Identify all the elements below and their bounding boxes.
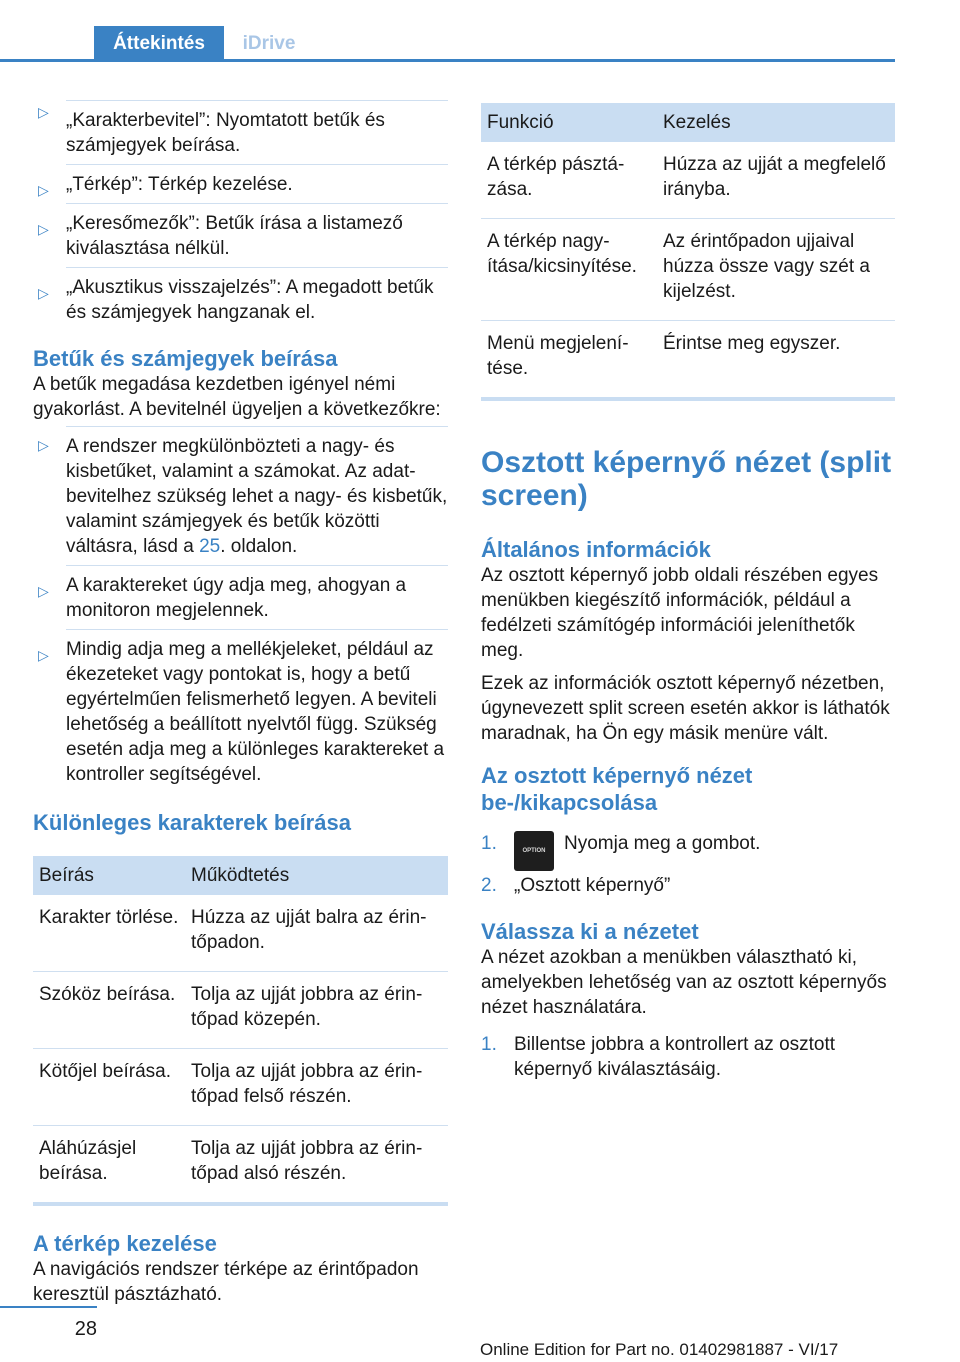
section-paragraph: A navigációs rendszer térképe az érintőpadon keresztül pásztázható. <box>33 1259 419 1305</box>
bullet-text: „Karakterbevitel”: Nyomtatott betűk és számjegyek beírása. <box>66 110 385 156</box>
table-end-bar <box>481 397 895 401</box>
page-reference-link[interactable]: 25 <box>199 536 221 557</box>
table-cell: Tolja az ujját jobbra az érintőpad felső részén. <box>185 1049 448 1126</box>
step-number: 2. <box>481 875 497 896</box>
table-cell: Kötőjel beírása. <box>33 1049 185 1126</box>
divider <box>66 164 448 165</box>
list-item <box>481 1032 895 1082</box>
table-row <box>33 1049 448 1126</box>
bullet-text: „Térkép”: Térkép kezelése. <box>66 174 293 195</box>
table-cell: A térkép pásztázása. <box>481 142 657 219</box>
bullet-text: A karaktereket úgy adja meg, ahogyan a monitoron megjelennek. <box>66 575 407 621</box>
table-cell: Menü megjelenítése. <box>487 333 629 379</box>
divider <box>66 100 448 101</box>
right-column <box>481 103 895 1082</box>
page-number-rule <box>0 1306 97 1308</box>
page-section-title: Osztott képernyő nézet (split screen) <box>481 446 892 512</box>
bullet-text <box>66 434 448 559</box>
table-cell: Aláhúzásjel beírása. <box>39 1138 137 1184</box>
bullet-text: „Akusztikus visszajelzés”: A megadott betűk és számjegyek hangzanak el. <box>66 277 434 323</box>
divider <box>66 426 448 427</box>
table-header-cell: Funkció <box>481 103 657 142</box>
bullet-text-part: A rendszer megkülönbözteti a nagy- és kisbetűket, valamint a számokat. Az adatbevitelhez szükség lehet a nagy- és kisbetűk, valamint számjegyek és betűk közötti váltásra, lásd a <box>66 436 448 557</box>
section-paragraph: A nézet azokban a menükben választható ki, amelyekben lehetőség van az osztott képernyős nézet használatára. <box>481 947 887 1018</box>
bullet-text: „Keresőmezők”: Betűk írása a listamező kiválasztása nélkül. <box>66 213 403 259</box>
list-item <box>481 873 895 898</box>
step-text: Billentse jobbra a kontrollert az osztott képernyő kiválasztásáig. <box>514 1034 836 1080</box>
table-header-cell: Beírás <box>33 856 185 895</box>
table-row <box>33 1126 448 1203</box>
header-divider <box>0 59 895 62</box>
triangle-bullet-icon: ▷ <box>38 182 49 198</box>
table-header-cell: Kezelés <box>657 103 895 142</box>
header-tabs <box>0 26 895 61</box>
section-paragraph: Ezek az információk osztott képernyő nézetben, úgynevezett split screen esetén akkor is láthatók maradnak, ha Ön egy másik menüre vált. <box>481 673 890 744</box>
section-paragraph: A betűk megadása kezdetben igényel némi gyakorlást. A bevitelnél ügyeljen a következőkre: <box>33 374 441 420</box>
divider <box>66 267 448 268</box>
table-row <box>481 321 895 398</box>
list-item <box>33 100 448 158</box>
tab-idrive[interactable]: iDrive <box>242 33 296 54</box>
map-functions-table <box>481 103 895 397</box>
table-header-row <box>481 103 895 142</box>
triangle-bullet-icon: ▷ <box>38 104 49 120</box>
bullet-text: Mindig adja meg a mellékjeleket, például az ékezeteket vagy pontokat is, hogy a betű egyértelműen felismerhető legyen. A beviteli lehetőség a beállított nyelvtől függ. Szükség esetén adja meg a különleges karaktereket a kontroller segítségével. <box>66 639 445 785</box>
divider <box>66 565 448 566</box>
list-item <box>33 629 448 787</box>
step-text: „Osztott képernyő” <box>514 875 671 896</box>
list-item <box>33 565 448 623</box>
toggle-steps-list <box>481 824 895 898</box>
edition-footer: Online Edition for Part no. 01402981887 - VI/17 <box>480 1340 839 1359</box>
intro-bullet-list <box>33 100 448 325</box>
list-item <box>33 203 448 261</box>
subheading-choose-view: Válassza ki a nézetet <box>481 919 699 944</box>
bullet-text-part: . oldalon. <box>220 536 298 557</box>
table-cell: Tolja az ujját jobbra az érintőpad alsó részén. <box>191 1138 423 1184</box>
triangle-bullet-icon: ▷ <box>38 437 49 453</box>
table-cell: Érintse meg egyszer. <box>663 333 841 354</box>
section-paragraph: Az osztott képernyő jobb oldali részében egyes menükben kiegészítő információk, például a fedélzeti számítógép információi jeleníthetők meg. <box>481 565 879 661</box>
table-cell: Tolja az ujját jobbra az érintőpad közepén. <box>185 972 448 1049</box>
triangle-bullet-icon: ▷ <box>38 647 49 663</box>
table-cell: Húzza az ujját balra az érintőpadon. <box>185 895 448 972</box>
table-cell: Szóköz beírása. <box>33 972 185 1049</box>
triangle-bullet-icon: ▷ <box>38 285 49 301</box>
step-number: 1. <box>481 833 497 854</box>
table-header-row <box>33 856 448 895</box>
section-heading-special-chars: Különleges karakterek beírása <box>33 810 351 835</box>
triangle-bullet-icon: ▷ <box>38 583 49 599</box>
table-header-cell: Működtetés <box>185 856 448 895</box>
section-heading-letters: Betűk és számjegyek beírása <box>33 346 338 371</box>
tab-overview[interactable]: Áttekintés <box>94 26 224 61</box>
list-item <box>33 267 448 325</box>
table-row <box>481 142 895 219</box>
divider <box>66 203 448 204</box>
divider <box>66 629 448 630</box>
step-number: 1. <box>481 1034 497 1055</box>
input-rules-list <box>33 426 448 787</box>
list-item <box>481 824 895 871</box>
table-row <box>33 895 448 972</box>
subheading-general-info: Általános információk <box>481 537 711 562</box>
page-number: 28 <box>74 1318 97 1340</box>
section-heading-map: A térkép kezelése <box>33 1231 217 1256</box>
list-item <box>33 164 448 197</box>
table-cell: Az érintőpadon ujjaival húzza össze vagy szét a kijelzést. <box>657 219 895 321</box>
triangle-bullet-icon: ▷ <box>38 221 49 237</box>
special-chars-table <box>33 856 448 1202</box>
step-text: Nyomja meg a gombot. <box>564 833 761 854</box>
choose-view-steps-list <box>481 1032 895 1082</box>
subheading-toggle-split: Az osztott képernyő nézet be-/kikapcsolása <box>481 763 753 815</box>
table-cell: A térkép nagyítása/kicsinyítése. <box>481 219 657 321</box>
table-cell: Húzza az ujját a megfelelő irányba. <box>657 142 895 219</box>
table-end-bar <box>33 1202 448 1206</box>
table-row <box>481 219 895 321</box>
table-row <box>33 972 448 1049</box>
left-column <box>33 100 448 1307</box>
option-button-icon: OPTION <box>514 831 554 871</box>
list-item <box>33 426 448 559</box>
table-cell: Karakter törlése. <box>33 895 185 972</box>
